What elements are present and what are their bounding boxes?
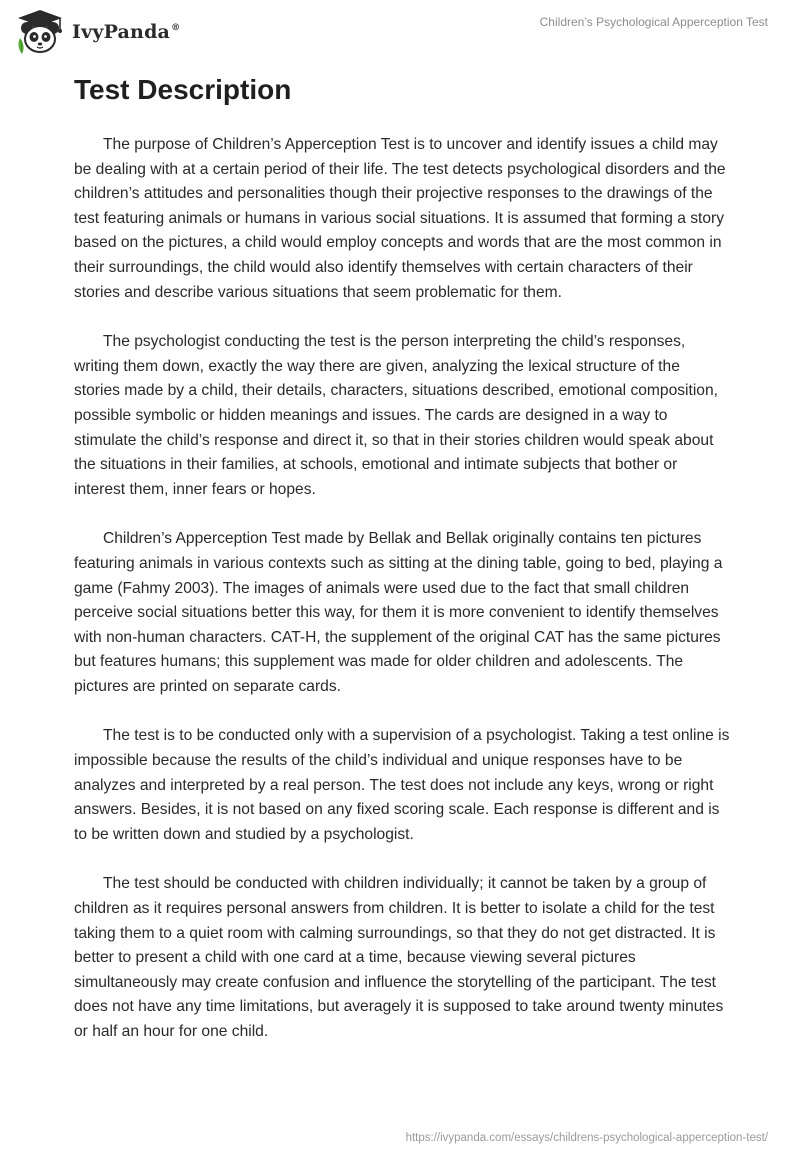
page-header [0, 0, 800, 64]
panda-graduate-icon [14, 8, 66, 56]
page-heading: Test Description [74, 74, 292, 105]
document-title: Children’s Psychological Apperception Test [539, 15, 768, 29]
ivypanda-logo[interactable] [14, 8, 180, 56]
article-body [74, 133, 730, 1070]
paragraph: The test should be conducted with children individually; it cannot be taken by a group of children as it requires personal answers from children. It is better to isolate a child for the test taking them to a quiet room with calming surroundings, so that they do not get distracted. It is better to present a child with one card at a time, because viewing several pictures simultaneously may create confusion and influence the storytelling of the participant. The test does not have any time limitations, but averagely it is supposed to take around twenty minutes or half an hour for one child. [74, 875, 724, 1040]
paragraph: The psychologist conducting the test is the person interpreting the child’s responses, writing them down, exactly the way there are given, analyzing the lexical structure of the stories made by a child, their details, characters, situations described, emotional composition, possible symbolic or hidden meanings and issues. The cards are designed in a way to stimulate the child’s response and direct it, so that in their stories children would speak about the situations in their families, at schools, emotional and intimate subjects that bother or interest them, inner fears or hopes. [74, 333, 718, 498]
paragraph: The purpose of Children’s Apperception Test is to uncover and identify issues a child may be dealing with at a certain period of their life. The test detects psychological disorders and the children’s attitudes and personalities though their projective responses to the drawings of the test featuring animals or humans in various social situations. It is assumed that forming a story based on the pictures, a child would employ concepts and words that are the most common in their surroundings, the child would also identify themselves with certain characters of their stories and describe various situations that seem problematic for them. [74, 136, 726, 301]
paragraph: The test is to be conducted only with a supervision of a psychologist. Taking a test online is impossible because the results of the child’s individual and unique responses have to be analyzes and interpreted by a real person. The test does not include any keys, wrong or right answers. Besides, it is not based on any fixed scoring scale. Each response is different and is to be written down and studied by a psychologist. [74, 727, 730, 843]
brand-name: IvyPanda® [72, 21, 181, 43]
source-url[interactable]: https://ivypanda.com/essays/childrens-psychological-apperception-test/ [405, 1132, 768, 1144]
paragraph: Children’s Apperception Test made by Bellak and Bellak originally contains ten pictures featuring animals in various contexts such as sitting at the dining table, going to bed, playing a game (Fahmy 2003). The images of animals were used due to the fact that small children perceive social situations better this way, for them it is more convenient to identify themselves with non-human characters. CAT-H, the supplement of the original CAT has the same pictures but features humans; this supplement was made for older children and adolescents. The pictures are printed on separate cards. [74, 530, 723, 695]
